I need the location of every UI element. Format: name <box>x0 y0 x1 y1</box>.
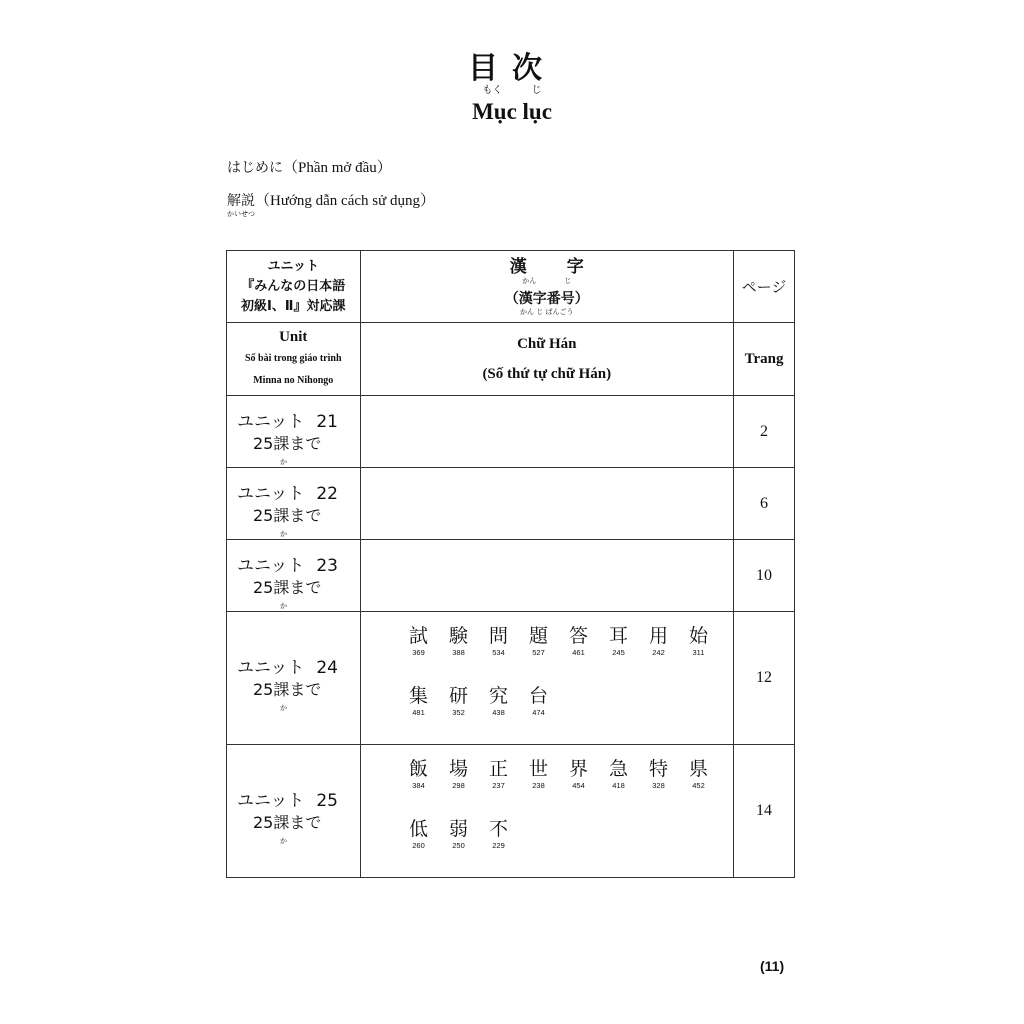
kanji-line <box>399 624 734 684</box>
kanji-item <box>479 817 519 877</box>
unit-cell <box>227 396 361 468</box>
kanji-item <box>559 757 599 817</box>
kanji-item <box>439 817 479 877</box>
kanji-line <box>399 817 734 877</box>
unit-cell <box>227 468 361 540</box>
title-furigana-1: もく <box>482 85 503 96</box>
unit-lesson-ruby: か <box>280 457 287 466</box>
page-title-jp: 目次 <box>468 51 556 86</box>
unit-number: 22 <box>316 483 338 504</box>
kanji-number: 384 <box>412 781 425 790</box>
unit-number: 21 <box>316 411 338 432</box>
unit-label: ユニット <box>237 483 305 504</box>
toc-table <box>226 250 795 878</box>
unit-name <box>237 656 360 680</box>
header-kanji-jp <box>360 251 734 323</box>
kanji-character: 問 <box>488 625 508 647</box>
kanji-number: 388 <box>452 648 465 657</box>
kanji-item <box>639 624 679 684</box>
page-title-block <box>0 52 1024 125</box>
kanji-number: 461 <box>572 648 585 657</box>
kanji-character: 世 <box>528 758 548 780</box>
kanji-character: 場 <box>448 758 468 780</box>
header-row-vn <box>227 323 795 396</box>
kanji-item <box>679 624 719 684</box>
unit-lesson-text: 25課まで <box>253 505 322 525</box>
header-kanji-sub: （漢字番号） <box>504 290 589 307</box>
kanji-character: 正 <box>488 758 508 780</box>
kanji-character: 界 <box>568 758 588 780</box>
unit-cell <box>227 540 361 612</box>
header-kanji-furigana: かん じ <box>522 276 572 285</box>
kanji-item <box>399 624 439 684</box>
page-title-vn: Mục lục <box>472 99 552 124</box>
unit-lesson <box>237 680 360 712</box>
kanji-item <box>479 684 519 744</box>
unit-lesson <box>237 813 360 845</box>
unit-lesson <box>237 505 360 538</box>
kanji-item <box>519 624 559 684</box>
kanji-character: 題 <box>528 625 548 647</box>
kanji-item <box>559 624 599 684</box>
kanji-number: 298 <box>452 781 465 790</box>
kanji-number: 474 <box>532 708 545 717</box>
header-unit-line: 『みんなの日本語 <box>241 278 346 294</box>
header-kanji-sub-vn: (Số thứ tự chữ Hán) <box>482 366 612 382</box>
page-number-cell: 6 <box>734 468 795 540</box>
kanji-number: 352 <box>452 708 465 717</box>
kanji-character: 耳 <box>608 625 628 647</box>
unit-lesson-ruby: か <box>280 837 287 845</box>
kanji-number: 481 <box>412 708 425 717</box>
kanji-grid <box>361 745 734 877</box>
kanji-character: 弱 <box>448 818 468 840</box>
kanji-item <box>679 757 719 817</box>
page-number-cell: 2 <box>734 396 795 468</box>
unit-cell <box>227 612 361 745</box>
header-unit-line: ユニット <box>267 258 319 274</box>
unit-number: 24 <box>316 658 338 678</box>
kanji-number: 260 <box>412 841 425 850</box>
header-unit-title: Unit <box>279 329 308 345</box>
kanji-cell <box>360 745 734 878</box>
unit-name <box>237 554 360 578</box>
kanji-number: 238 <box>532 781 545 790</box>
kanji-character: 飯 <box>408 758 428 780</box>
unit-lesson-ruby: か <box>280 529 287 538</box>
unit-lesson <box>237 433 360 466</box>
header-page-jp: ページ <box>734 251 795 323</box>
header-kanji-title: 漢字 <box>509 256 624 277</box>
intro-vn: （Phần mở đầu） <box>283 160 392 176</box>
header-unit-vn <box>227 323 361 396</box>
kanji-item <box>599 624 639 684</box>
kanji-character: 試 <box>408 625 428 647</box>
unit-label: ユニット <box>237 658 305 678</box>
kanji-number: 452 <box>692 781 705 790</box>
header-unit-line3: Minna no Nihongo <box>253 375 334 386</box>
kanji-character: 不 <box>488 818 508 840</box>
page-number-cell: 14 <box>734 745 795 878</box>
title-furigana-2: じ <box>531 85 542 96</box>
kanji-item <box>439 624 479 684</box>
kanji-cell <box>360 396 734 468</box>
intro-vn: （Hướng dẫn cách sử dụng） <box>255 193 435 209</box>
kanji-item <box>519 684 559 744</box>
unit-name <box>237 410 360 434</box>
table-row <box>227 396 795 468</box>
kanji-line <box>399 684 734 744</box>
kanji-cell <box>360 612 734 745</box>
header-unit-line2: Số bài trong giáo trình <box>245 353 342 364</box>
table-row <box>227 540 795 612</box>
header-unit-vn-block <box>227 326 360 392</box>
kanji-cell <box>360 540 734 612</box>
kanji-item <box>439 684 479 744</box>
kanji-item <box>479 624 519 684</box>
kanji-number: 438 <box>492 708 505 717</box>
kanji-number: 454 <box>572 781 585 790</box>
kanji-item <box>519 757 559 817</box>
kanji-character: 用 <box>648 625 668 647</box>
kanji-item <box>399 817 439 877</box>
header-page-vn: Trang <box>734 323 795 396</box>
unit-lesson-text: 25課まで <box>253 680 322 699</box>
unit-lesson-text: 25課まで <box>253 813 322 832</box>
header-kanji-title-vn: Chữ Hán <box>517 336 577 352</box>
intro-jp-with-ruby <box>227 190 255 218</box>
kanji-line <box>399 757 734 817</box>
kanji-character: 験 <box>448 625 468 647</box>
kanji-character: 急 <box>608 758 628 780</box>
unit-label: ユニット <box>237 791 305 811</box>
page-number-cell: 12 <box>734 612 795 745</box>
kanji-number: 250 <box>452 841 465 850</box>
kanji-character: 研 <box>448 685 468 707</box>
unit-number: 23 <box>316 555 338 576</box>
kanji-item <box>439 757 479 817</box>
kanji-character: 始 <box>688 625 708 647</box>
intro-jp: 解説 <box>227 193 255 209</box>
kanji-number: 311 <box>692 648 705 657</box>
kanji-number: 534 <box>492 648 505 657</box>
intro-item-kaisetsu <box>227 189 435 218</box>
kanji-cell <box>360 468 734 540</box>
kanji-character: 特 <box>648 758 668 780</box>
unit-label: ユニット <box>237 411 305 432</box>
kanji-character: 集 <box>408 685 428 707</box>
kanji-number: 369 <box>412 648 425 657</box>
table-row <box>227 612 795 745</box>
kanji-number: 418 <box>612 781 625 790</box>
table-row <box>227 745 795 878</box>
header-row-jp <box>227 251 795 323</box>
page-number-cell: 10 <box>734 540 795 612</box>
header-kanji-vn <box>360 323 734 396</box>
intro-item-hajimeni <box>227 156 392 177</box>
unit-name <box>237 789 360 813</box>
header-unit-jp <box>227 251 361 323</box>
kanji-number: 527 <box>532 648 545 657</box>
unit-number: 25 <box>316 791 338 811</box>
header-kanji-block <box>361 257 734 317</box>
unit-lesson-text: 25課まで <box>253 577 322 597</box>
kanji-character: 台 <box>528 685 548 707</box>
intro-jp: はじめに <box>227 160 283 176</box>
unit-cell <box>227 745 361 878</box>
kanji-character: 答 <box>568 625 588 647</box>
intro-ruby: かいせつ <box>227 210 255 218</box>
page-title-furigana <box>0 86 1024 96</box>
kanji-grid <box>361 612 734 744</box>
unit-lesson-ruby: か <box>280 601 287 610</box>
unit-name <box>237 482 360 506</box>
unit-lesson-ruby: か <box>280 704 287 712</box>
kanji-item <box>639 757 679 817</box>
kanji-item <box>399 684 439 744</box>
table-row <box>227 468 795 540</box>
header-kanji-sub-furigana: かん じ ばんごう <box>520 307 574 316</box>
kanji-character: 低 <box>408 818 428 840</box>
kanji-item <box>399 757 439 817</box>
kanji-character: 県 <box>688 758 708 780</box>
kanji-character: 究 <box>488 685 508 707</box>
kanji-item <box>599 757 639 817</box>
header-unit-line: 初級Ⅰ、Ⅱ』対応課 <box>241 298 346 314</box>
kanji-number: 245 <box>612 648 625 657</box>
unit-lesson <box>237 577 360 610</box>
page-number-footer: (11) <box>760 958 785 974</box>
kanji-item <box>479 757 519 817</box>
unit-label: ユニット <box>237 555 305 576</box>
kanji-number: 328 <box>652 781 665 790</box>
kanji-number: 237 <box>492 781 505 790</box>
kanji-number: 242 <box>652 648 665 657</box>
kanji-number: 229 <box>492 841 505 850</box>
unit-lesson-text: 25課まで <box>253 433 322 453</box>
